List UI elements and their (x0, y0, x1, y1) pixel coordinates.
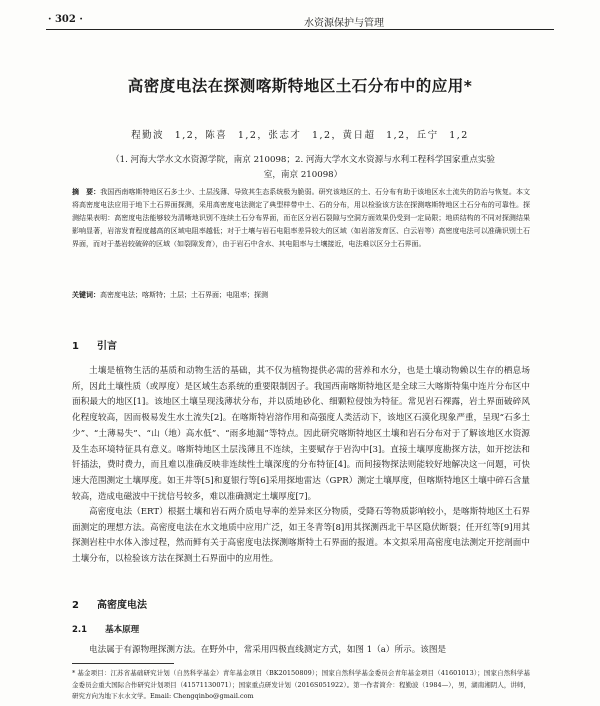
body-paragraph-1: 土壤是植物生活的基质和动物生活的基础，其不仅为植物提供必需的营养和水分，也是土壤动物赖以生存的栖息场所，因此土壤性质（或厚度）是区域生态系统的重要限制因子。我国西南喀斯特地区是全球三大喀斯特集中连片分布区中面积最大的地区[1]。该地区土壤呈现浅薄状分布，并以质地砂化、细颗粒侵蚀为特征。常见岩石裸露，岩土界面破碎风化程度较高，因而极易发生水土流失[2]。在喀斯特岩溶作用和高强度人类活动下，该地区石漠化现象严重，呈现“石多土少”、“土薄易失”、“山（地）高水低”、“雨多地漏”等特点。因此研究喀斯特地区土壤和岩石分布对于了解该地区水资源及生态环境特征具有意义。喀斯特地区土层浅薄且不连续，主要赋存于岩沟中[3]。直接土壤厚度勘探方法，如开挖法和钎插法，费时费力，而且难以准确反映非连续性土壤深度的分布特征[4]。而间接物探法则能较好地解决这一问题，可快速大范围测定土壤厚度。如王井等[5]和夏银行等[6]采用探地雷达（GPR）测定土壤厚度，但喀斯特地区土壤中碎石含量较高，造成电磁波中干扰信号较多，难以准确测定土壤厚度[7]。 (72, 366, 530, 502)
section-number: 2 (72, 600, 79, 611)
section-title: 高密度电法 (96, 600, 147, 611)
keywords-label: 关键词： (72, 291, 100, 299)
footnote: * 基金项目：江苏省基础研究计划（自然科学基金）青年基金项目（BK20150809）；国家自然科学基金委员会青年基金项目（41601013）；国家自然科学基金委员会重大国际合作研究计划项目（41571130071）；国家重点研发计划（2016S051922）。第一作者简介：程勤波（1984—），男，湖南湘阴人，讲师，研究方向为地下水水文学。Email: Chengqinbo@gmail.com (72, 669, 530, 700)
affiliation: （1. 河海大学水文水资源学院，南京 210098；2. 河海大学水文水资源与水利工程科学国家重点实验室，南京 210098） (111, 155, 495, 180)
paper-title: 高密度电法在探测喀斯特地区土石分布中的应用* (127, 77, 473, 95)
subsection-title: 基本原理 (105, 625, 140, 635)
subsection-heading-principle (72, 623, 139, 635)
footnote-divider (72, 663, 174, 664)
abstract (72, 186, 530, 251)
section-number: 1 (72, 341, 79, 352)
running-header (46, 14, 554, 30)
body-paragraph-2: 高密度电法（ERT）根据土壤和岩石两介质电导率的差异来区分物质，受降石等物质影响较小，是喀斯特地区土石界面测定的理想方法。高密度电法在水文地质中应用广泛，如王冬青等[8]用其探测西北干旱区隐伏断裂；任开红等[9]用其探测岩柱中水体入渗过程，然而鲜有关于高密度电法探测喀斯特土石界面的报道。本文拟采用高密度电法测定开挖剖面中土壤分布，以检验该方法在探测土石界面中的应用性。 (72, 507, 530, 565)
abstract-text: 我国西南喀斯特地区石多土少、土层浅薄、导致其生态系统极为脆弱。研究该地区的土、石分布有助于该地区水土流失的防治与恢复。本文将高密度电法应用于地下土石界面探测，采用高密度电法测定了典型样带中土、石的分布，用以检验该方法在探测喀斯特地区土石分布的可靠性。探测结果表明：高密度电法能够较为清晰地识别不连续土石分布界面，而在区分岩石裂隙与空洞方面效果仍受到一定局限；地质结构的不同对探测结果影响显著，岩溶发育程度越高的区域电阻率越低；对于土壤与岩石电阻率差异较大的区域（如岩溶发育区、白云岩等）高密度电法可以准确识别土石界面，而对于基岩较破碎的区域（如裂隙发育），由于岩石中含水、其电阻率与土壤接近，电法难以区分土石界面。 (72, 188, 530, 248)
page-number: · 302 · (48, 14, 83, 25)
author-list: 程勤波 1,2，陈喜 1,2，张志才 1,2，黄日超 1,2，丘宁 1,2 (131, 130, 469, 141)
section-heading-introduction (72, 337, 117, 352)
section-heading-method (72, 596, 147, 611)
abstract-label: 摘 要： (72, 188, 101, 196)
subsection-number: 2.1 (72, 625, 88, 635)
section-title: 引言 (96, 341, 117, 352)
body-paragraph-3: 电法属于有源物理探测方法。在野外中，常采用四极直线测定方式，如图 1（a）所示。该图是 (89, 645, 447, 655)
keywords (72, 290, 530, 300)
keywords-text: 高密度电法；喀斯特；土层；土石界面；电阻率；探测 (100, 291, 268, 299)
journal-name: 水资源保护与管理 (304, 18, 384, 29)
